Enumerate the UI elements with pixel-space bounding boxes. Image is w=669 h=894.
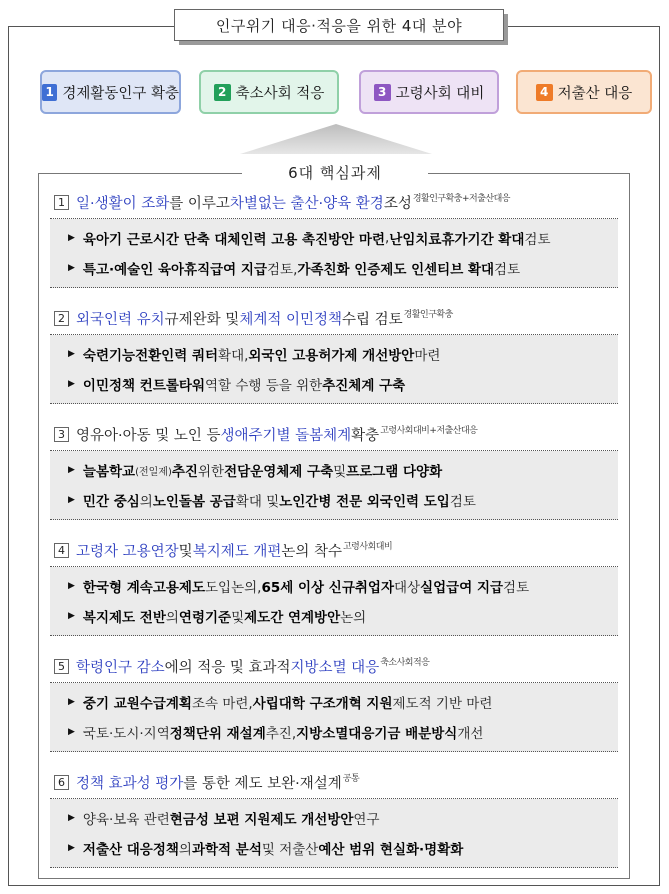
t6b2-p4: 및 저출산 — [261, 842, 319, 858]
t3b1-p5: 전담운영체제 구축 — [224, 464, 334, 480]
t5b2-p4: 지방소멸대응기금 배분방식 — [296, 726, 458, 742]
t3b2-p1: 민간 중심 — [82, 494, 140, 510]
field-1-box — [40, 70, 181, 114]
task-2-h-part-3: 체계적 이민정책 — [239, 312, 342, 328]
t3b1-p4: 위한 — [197, 464, 225, 480]
task-4-bullet-1 — [68, 571, 618, 601]
t3b2-p6: 검토 — [449, 494, 476, 510]
t6b1-p3: 연구 — [353, 812, 380, 828]
sub-title: 6대 핵심과제 — [242, 158, 428, 186]
task-6-heading — [50, 767, 618, 799]
task-6-tag: 공통 — [342, 774, 360, 784]
task-1-body — [50, 219, 618, 288]
triangle-bullet-icon: ▶ — [68, 263, 75, 273]
t2b2-p3: 추진체계 구축 — [322, 378, 406, 394]
task-1-heading — [50, 187, 618, 219]
field-4-box — [516, 70, 652, 114]
t5b2-p5: 개선 — [457, 726, 484, 742]
task-2-h-part-4: 수립 검토 — [341, 312, 403, 328]
task-5-bullet-2 — [68, 717, 618, 747]
t1b1-p1: 육아기 근로시간 단축 대체인력 고용 촉진방안 마련 — [82, 232, 385, 248]
task-4-number: 4 — [54, 543, 69, 558]
task-2-bullet-1 — [68, 339, 618, 369]
t6b2-p1: 저출산 대응정책 — [82, 842, 179, 858]
t5b2-p1: 국토·도시·지역 — [82, 726, 170, 742]
t5b1-p4: 제도적 기반 마련 — [392, 696, 493, 712]
field-3-label: 고령사회 대비 — [395, 85, 485, 102]
task-4-h-part-2: 및 — [178, 544, 193, 560]
triangle-bullet-icon: ▶ — [68, 233, 75, 243]
t4b2-p1: 복지제도 전반 — [82, 610, 166, 626]
t4b1-p1: 한국형 계속고용제도 — [82, 580, 205, 596]
triangle-bullet-icon: ▶ — [68, 581, 75, 591]
task-2-heading — [50, 303, 618, 335]
t3b1-p3: 추진 — [171, 464, 198, 480]
task-1-bullet-2 — [68, 253, 618, 283]
task-1 — [50, 187, 618, 288]
triangle-bullet-icon: ▶ — [68, 495, 75, 505]
t6b1-p2: 현금성 보편 지원제도 개선방안 — [169, 812, 354, 828]
triangle-bullet-icon: ▶ — [68, 697, 75, 707]
triangle-bullet-icon: ▶ — [68, 379, 75, 389]
t2b1-p2: 확대, — [218, 348, 249, 364]
t5b2-p3: 추진, — [265, 726, 297, 742]
task-3-h-part-3: 확충 — [351, 428, 380, 444]
task-4-body — [50, 567, 618, 636]
t4b1-p2: 도입논의, — [205, 580, 262, 596]
t1b1-p4: 검토 — [524, 232, 551, 248]
t4b2-p4: 및 — [231, 610, 245, 626]
t2b1-p1: 숙련기능전환인력 쿼터 — [82, 348, 219, 364]
t2b1-p4: 마련 — [414, 348, 441, 364]
t3b2-p2: 의 — [139, 494, 153, 510]
task-2-bullet-2 — [68, 369, 618, 399]
triangle-bullet-icon: ▶ — [68, 727, 75, 737]
t2b2-p2: 역할 수행 등을 위한 — [205, 378, 323, 394]
task-6-body — [50, 799, 618, 868]
t3b1-p2: (전일제) — [135, 466, 172, 478]
t6b2-p2: 의 — [178, 842, 192, 858]
task-5-tag: 축소사회적응 — [380, 658, 430, 668]
task-2 — [50, 303, 618, 404]
task-1-h-part-3: 차별없는 출산·양육 환경 — [229, 196, 384, 212]
task-2-tag: 경활인구확충 — [403, 310, 453, 320]
task-6-bullet-1 — [68, 803, 618, 833]
t6b2-p5: 예산 범위 현실화·명확화 — [318, 842, 464, 858]
t6b2-p3: 과학적 분석 — [191, 842, 262, 858]
task-4-tag: 고령사회대비 — [342, 542, 393, 552]
t1b2-p1: 특고·예술인 육아휴직급여 지급 — [82, 262, 267, 278]
task-5-body — [50, 683, 618, 752]
main-title: 인구위기 대응·적응을 위한 4대 분야 — [174, 9, 504, 41]
task-4-heading — [50, 535, 618, 567]
field-1-label: 경제활동인구 확충 — [62, 85, 179, 102]
task-3 — [50, 419, 618, 520]
t3b2-p4: 확대 및 — [235, 494, 280, 510]
triangle-bullet-icon: ▶ — [68, 465, 75, 475]
task-4-h-part-4: 논의 착수 — [281, 544, 342, 560]
task-4-h-part-1: 고령자 고용연장 — [76, 544, 179, 560]
four-fields-row — [40, 70, 652, 114]
triangle-bullet-icon: ▶ — [68, 843, 75, 853]
task-4-bullet-2 — [68, 601, 618, 631]
t1b1-p3: 난임치료휴가기간 확대 — [389, 232, 525, 248]
task-5-number: 5 — [54, 659, 69, 674]
task-2-number: 2 — [54, 311, 69, 326]
task-1-bullet-1 — [68, 223, 618, 253]
t6b1-p1: 양육·보육 관련 — [82, 812, 170, 828]
task-5-heading — [50, 651, 618, 683]
task-3-number: 3 — [54, 427, 69, 442]
task-5-bullet-1 — [68, 687, 618, 717]
task-2-body — [50, 335, 618, 404]
t4b2-p3: 연령기준 — [178, 610, 232, 626]
task-4-h-part-3: 복지제도 개편 — [192, 544, 282, 560]
t3b1-p6: 및 — [333, 464, 347, 480]
t3b1-p7: 프로그램 다양화 — [346, 464, 443, 480]
t4b1-p5: 실업급여 지급 — [420, 580, 504, 596]
task-3-heading — [50, 419, 618, 451]
task-3-h-part-1: 영유아·아동 및 노인 등 — [76, 428, 221, 444]
task-6-bullet-2 — [68, 833, 618, 863]
t4b1-p3: 65세 이상 신규취업자 — [261, 580, 394, 596]
triangle-bullet-icon: ▶ — [68, 611, 75, 621]
field-1-number: 1 — [42, 84, 57, 101]
field-3-number: 3 — [374, 84, 391, 101]
task-3-bullet-2 — [68, 485, 618, 515]
field-3-box — [359, 70, 499, 114]
task-3-tag: 고령사회대비+저출산대응 — [380, 426, 478, 436]
task-6-number: 6 — [54, 775, 69, 790]
t1b2-p2: 검토, — [266, 262, 298, 278]
t5b1-p1: 중기 교원수급계획 — [82, 696, 192, 712]
t1b2-p3: 가족친화 인증제도 인센티브 확대 — [297, 262, 495, 278]
t4b2-p6: 논의 — [340, 610, 367, 626]
task-5-h-part-3: 지방소멸 대응 — [290, 660, 380, 676]
field-4-label: 저출산 대응 — [557, 85, 633, 102]
task-1-h-part-1: 일·생활이 조화 — [76, 196, 170, 212]
triangle-bullet-icon: ▶ — [68, 349, 75, 359]
field-4-number: 4 — [536, 84, 553, 101]
t4b2-p5: 제도간 연계방안 — [244, 610, 341, 626]
task-3-bullet-1 — [68, 455, 618, 485]
field-2-box — [199, 70, 339, 114]
triangle-bullet-icon: ▶ — [68, 813, 75, 823]
t4b1-p4: 대상 — [393, 580, 421, 596]
task-6-h-part-2: 를 통한 제도 보완·재설계 — [183, 776, 342, 792]
task-2-h-part-1: 외국인력 유치 — [76, 312, 165, 328]
task-2-h-part-2: 규제완화 및 — [164, 312, 240, 328]
task-1-h-part-4: 조성 — [383, 196, 412, 212]
t3b2-p5: 노인간병 전문 외국인력 도입 — [279, 494, 450, 510]
up-arrow-icon — [236, 122, 436, 156]
task-5 — [50, 651, 618, 752]
t3b1-p1: 늘봄학교 — [82, 464, 136, 480]
task-5-h-part-2: 에의 적응 및 효과적 — [164, 660, 291, 676]
field-2-label: 축소사회 적응 — [235, 85, 325, 102]
task-3-body — [50, 451, 618, 520]
t1b2-p4: 검토 — [494, 262, 521, 278]
task-6-h-part-1: 정책 효과성 평가 — [76, 776, 184, 792]
t1b1-p2: , — [384, 230, 390, 246]
task-4 — [50, 535, 618, 636]
t3b2-p3: 노인돌봄 공급 — [152, 494, 236, 510]
t5b1-p3: 사립대학 구조개혁 지원 — [252, 696, 393, 712]
task-6 — [50, 767, 618, 868]
task-5-h-part-1: 학령인구 감소 — [76, 660, 165, 676]
t2b2-p1: 이민정책 컨트롤타워 — [82, 378, 205, 394]
t4b2-p2: 의 — [165, 610, 179, 626]
field-2-number: 2 — [214, 84, 231, 101]
t5b1-p2: 조속 마련, — [191, 696, 253, 712]
t2b1-p3: 외국인 고용허가제 개선방안 — [248, 348, 415, 364]
t5b2-p2: 정책단위 재설계 — [169, 726, 266, 742]
task-1-tag: 경활인구확충+저출산대응 — [412, 194, 511, 204]
t4b1-p6: 검토 — [503, 580, 530, 596]
task-1-h-part-2: 를 이루고 — [169, 196, 230, 212]
task-1-number: 1 — [54, 195, 69, 210]
task-3-h-part-2: 생애주기별 돌봄체계 — [220, 428, 352, 444]
